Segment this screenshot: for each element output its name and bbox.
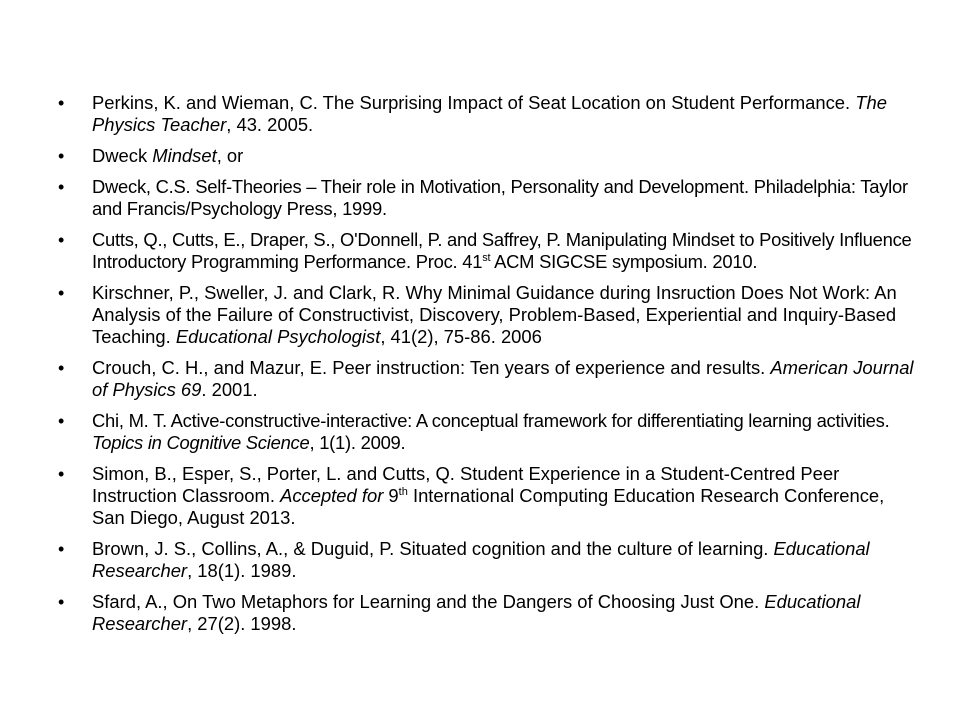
reference-pre-sup: 9 [383,485,399,506]
reference-post: ACM SIGCSE symposium. 2010. [490,251,758,272]
reference-superscript: st [482,251,491,264]
reference-item [58,176,922,220]
reference-pre: Dweck [92,145,153,166]
reference-authors: Perkins, K. and Wieman, C. The Surprising Impact of Seat Location on Student Performance. [92,92,856,113]
reference-superscript: th [398,485,408,498]
reference-italic: Mindset [152,145,217,166]
reference-italic: Accepted for [280,485,384,506]
reference-item [58,410,922,454]
reference-rest: . 2001. [201,379,258,400]
reference-rest: , 1(1). 2009. [309,432,406,453]
reference-journal: Educational Researcher [92,538,870,581]
bullet-icon: • [58,146,65,166]
reference-item [58,357,922,401]
reference-authors: Sfard, A., On Two Metaphors for Learning and the Dangers of Choosing Just One. [92,591,765,612]
reference-item [58,538,922,582]
bullet-icon: • [58,592,65,612]
bullet-icon: • [58,411,65,431]
reference-authors: Crouch, C. H., and Mazur, E. Peer instruction: Ten years of experience and results. [92,357,771,378]
reference-text: Cutts, Q., Cutts, E., Draper, S., O'Donnell, P. and Saffrey, P. Manipulating Mindset to Positively Influence Introductory Programming Performance. Proc. 41 [92,229,912,272]
reference-post: International Computing Education Research Conference, San Diego, August 2013. [92,485,885,528]
reference-journal: Educational Psychologist [175,326,381,347]
reference-list [58,92,922,644]
reference-rest: , 43. 2005. [226,114,314,135]
bullet-icon: • [58,464,65,484]
reference-journal: The Physics Teacher [92,92,887,135]
bullet-icon: • [58,539,65,559]
bullet-icon: • [58,230,65,250]
bullet-icon: • [58,358,65,378]
reference-rest: , 18(1). 1989. [187,560,297,581]
reference-journal: Topics in Cognitive Science [92,432,310,453]
reference-post: , or [216,145,244,166]
bullet-icon: • [58,177,65,197]
reference-item [58,282,922,348]
reference-journal: Educational Researcher [92,591,861,634]
reference-journal: American Journal of Physics 69 [92,357,914,400]
reference-authors: Chi, M. T. Active-constructive-interactive: A conceptual framework for differentiating learning activities. [92,410,890,431]
reference-item [58,145,922,167]
reference-item [58,92,922,136]
reference-item [58,229,922,273]
bullet-icon: • [58,93,65,113]
reference-rest: , 27(2). 1998. [187,613,297,634]
reference-item [58,463,922,529]
reference-item [58,591,922,635]
reference-authors: Simon, B., Esper, S., Porter, L. and Cutts, Q. Student Experience in a Student-Centred Peer Instruction Classroom. [92,463,840,506]
reference-authors: Kirschner, P., Sweller, J. and Clark, R. Why Minimal Guidance during Insruction Does Not Work: An Analysis of the Failure of Constructivist, Discovery, Problem-Based, Experiential and Inquiry-Based Teaching. [92,282,897,347]
reference-rest: , 41(2), 75-86. 2006 [380,326,542,347]
reference-authors: Brown, J. S., Collins, A., & Duguid, P. Situated cognition and the culture of learning. [92,538,774,559]
reference-text: Dweck, C.S. Self-Theories – Their role in Motivation, Personality and Development. Philadelphia: Taylor and Francis/Psychology Press, 1999. [92,176,908,219]
bullet-icon: • [58,283,65,303]
